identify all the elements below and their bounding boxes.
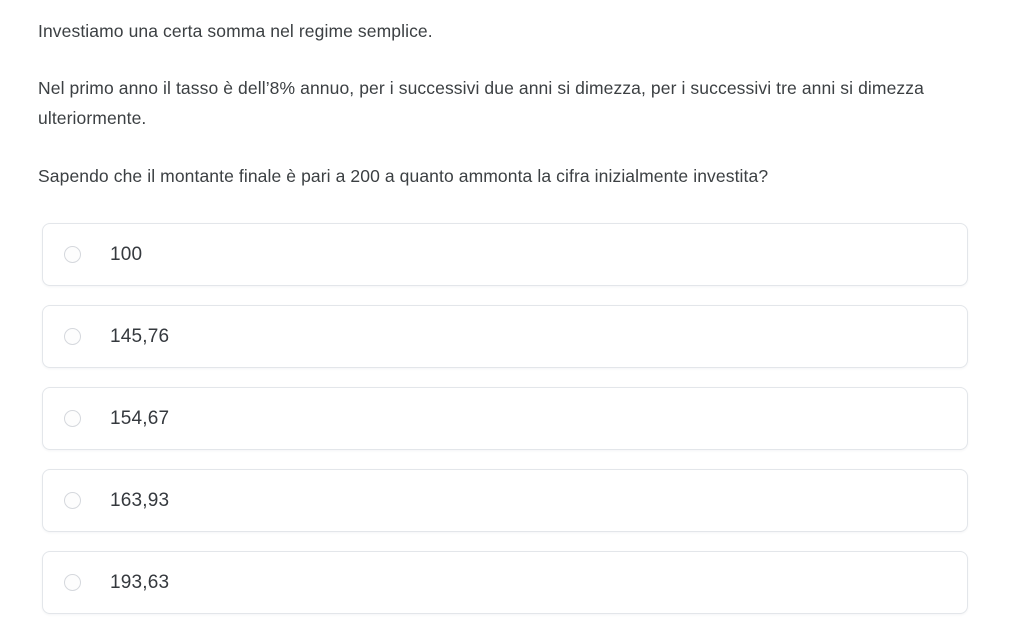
answer-option-label: 163,93 bbox=[110, 489, 170, 511]
question-prompt-text: Sapendo che il montante finale è pari a 200 a quanto ammonta la cifra inizialmente investita? bbox=[38, 166, 769, 186]
question-intro-text: Investiamo una certa somma nel regime semplice. bbox=[38, 21, 433, 41]
answer-option-row-5[interactable] bbox=[42, 551, 968, 614]
radio-button-icon[interactable] bbox=[64, 574, 81, 591]
question-block bbox=[0, 0, 1024, 191]
answer-option-row-4[interactable] bbox=[42, 469, 968, 532]
answer-option-label: 145,76 bbox=[110, 325, 170, 347]
radio-button-icon[interactable] bbox=[64, 246, 81, 263]
radio-button-icon[interactable] bbox=[64, 328, 81, 345]
radio-button-icon[interactable] bbox=[64, 410, 81, 427]
answer-option-row-2[interactable] bbox=[42, 305, 968, 368]
answer-options-list bbox=[42, 223, 968, 614]
answer-option-label: 154,67 bbox=[110, 407, 170, 429]
answer-option-label: 193,63 bbox=[110, 571, 170, 593]
answer-option-label: 100 bbox=[110, 243, 143, 265]
answer-option-row-1[interactable] bbox=[42, 223, 968, 286]
answer-option-row-3[interactable] bbox=[42, 387, 968, 450]
radio-button-icon[interactable] bbox=[64, 492, 81, 509]
question-body-text: Nel primo anno il tasso è dell’8% annuo, per i successivi due anni si dimezza, per i successivi tre anni si dimezza ulteriormente. bbox=[38, 78, 924, 128]
